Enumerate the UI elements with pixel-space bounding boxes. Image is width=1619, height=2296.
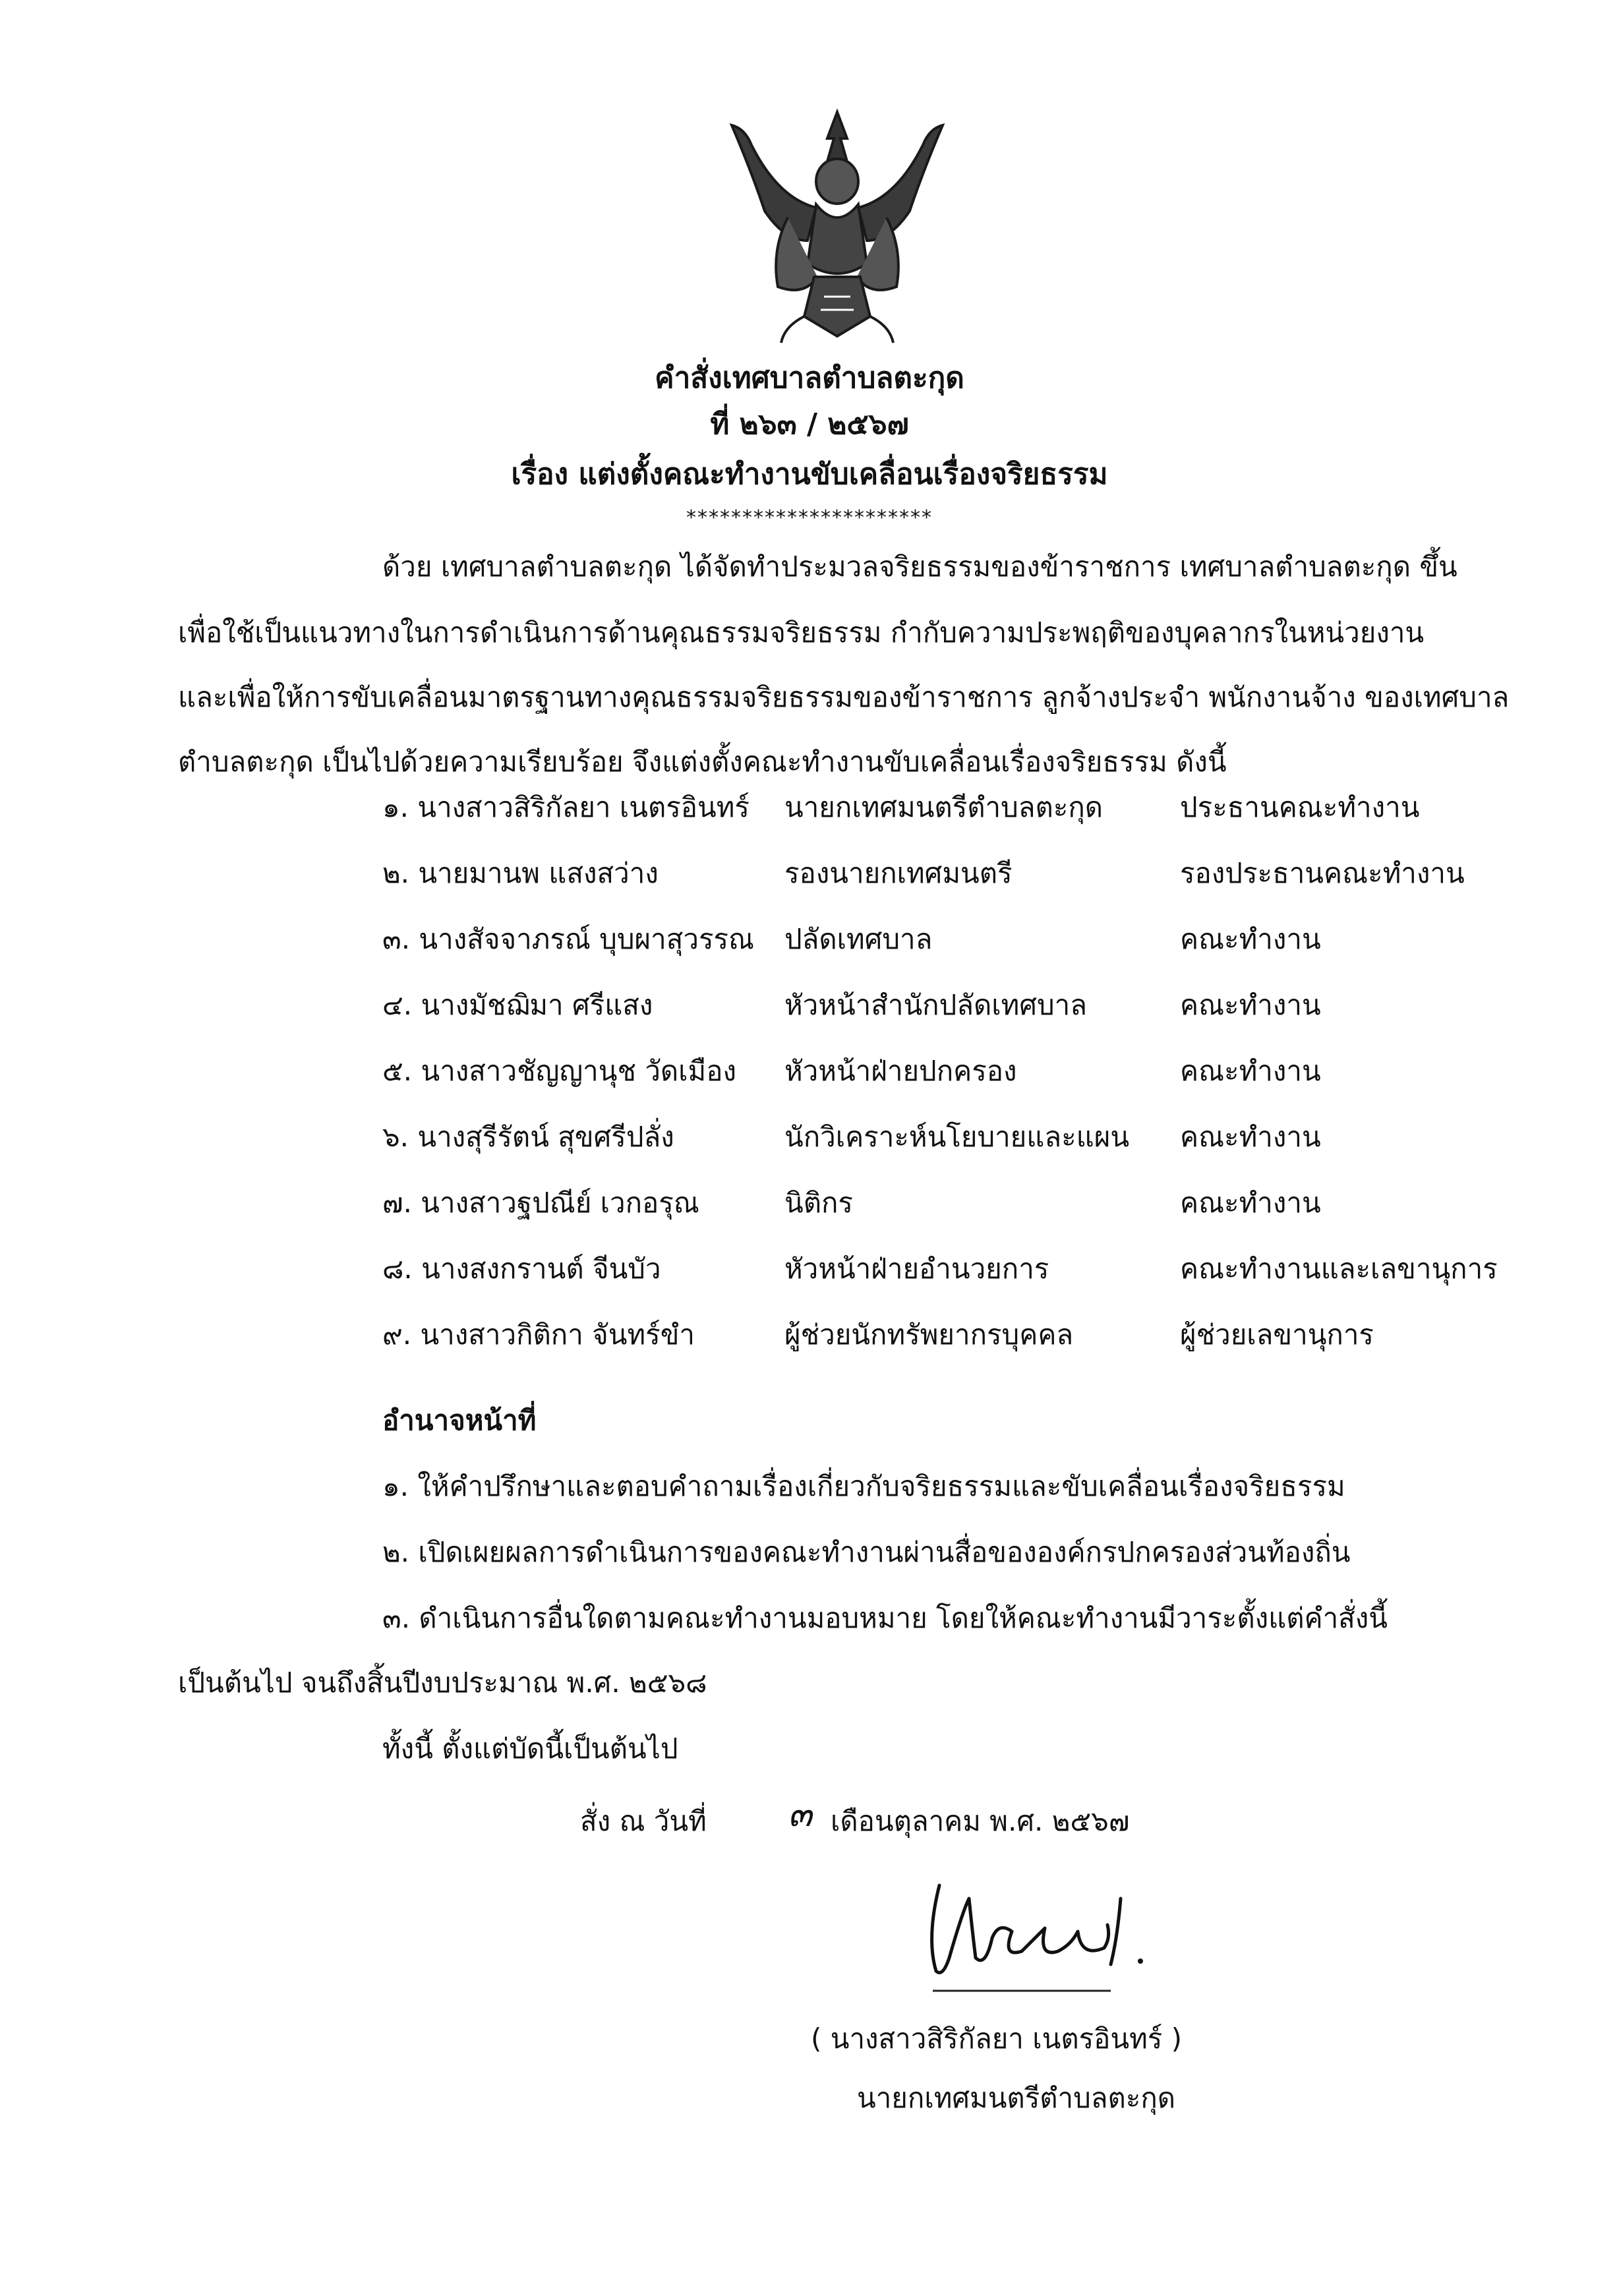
duty-item-3-continued: เป็นต้นไป จนถึงสิ้นปีงบประมาณ พ.ศ. ๒๕๖๘: [178, 1666, 707, 1699]
effective-statement: ทั้งนี้ ตั้งแต่บัดนี้เป็นต้นไป: [382, 1732, 678, 1765]
date-prefix: สั่ง ณ วันที่: [580, 1805, 707, 1837]
date-day-handwritten: ๓: [788, 1793, 812, 1835]
garuda-emblem-icon: [725, 99, 949, 349]
member-row: [0, 1252, 1619, 1292]
member-role: ผู้ช่วยเลขานุการ: [1180, 1318, 1374, 1351]
order-subject: เรื่อง แต่งตั้งคณะทำงานขับเคลื่อนเรื่องจริยธรรม: [511, 457, 1108, 491]
member-position: รองนายกเทศมนตรี: [784, 857, 1013, 889]
member-position: นิติกร: [784, 1187, 853, 1219]
member-name: ๑. นางสาวสิริกัลยา เนตรอินทร์: [382, 791, 750, 823]
member-name: ๔. นางมัชฌิมา ศรีแสง: [382, 989, 653, 1021]
signatory-name: ( นางสาวสิริกัลยา เนตรอินทร์ ): [811, 2022, 1183, 2055]
member-name: ๘. นางสงกรานต์ จีนบัว: [382, 1252, 661, 1285]
member-role: รองประธานคณะทำงาน: [1180, 857, 1465, 889]
member-row: [0, 1318, 1619, 1358]
order-number: ที่ ๒๖๓ / ๒๕๖๗: [710, 407, 909, 441]
date-month-year: เดือนตุลาคม พ.ศ. ๒๕๖๗: [831, 1805, 1130, 1837]
member-position: ปลัดเทศบาล: [784, 923, 933, 955]
body-line-3: และเพื่อให้การขับเคลื่อนมาตรฐานทางคุณธรรมจริยธรรมของข้าราชการ ลูกจ้างประจำ พนักงานจ้าง ของเทศบาล: [178, 681, 1510, 713]
duty-item-3: ๓. ดำเนินการอื่นใดตามคณะทำงานมอบหมาย โดยให้คณะทำงานมีวาระตั้งแต่คำสั่งนี้: [382, 1602, 1388, 1634]
member-name: ๙. นางสาวกิติกา จันทร์ขำ: [382, 1318, 695, 1351]
member-position: หัวหน้าฝ่ายปกครอง: [784, 1055, 1017, 1087]
member-row: [0, 989, 1619, 1028]
duty-item-1: ๑. ให้คำปรึกษาและตอบคำถามเรื่องเกี่ยวกับจริยธรรมและขับเคลื่อนเรื่องจริยธรรม: [382, 1470, 1345, 1502]
member-name: ๒. นายมานพ แสงสว่าง: [382, 857, 659, 889]
header-separator: **********************: [686, 506, 933, 529]
handwritten-signature: [913, 1859, 1203, 1997]
member-row: [0, 1121, 1619, 1160]
member-row: [0, 923, 1619, 962]
body-line-2: เพื่อใช้เป็นแนวทางในการดำเนินการด้านคุณธรรมจริยธรรม กำกับความประพฤติของบุคลากรในหน่วยงาน: [178, 616, 1425, 649]
member-name: ๕. นางสาวชัญญานุช วัดเมือง: [382, 1055, 736, 1087]
body-line-4: ตำบลตะกุด เป็นไปด้วยความเรียบร้อย จึงแต่งตั้งคณะทำงานขับเคลื่อนเรื่องจริยธรรม ดังนี้: [178, 746, 1227, 778]
member-role: คณะทำงาน: [1180, 989, 1321, 1021]
member-position: นายกเทศมนตรีตำบลตะกุด: [784, 791, 1104, 823]
member-row: [0, 1055, 1619, 1094]
member-name: ๖. นางสุรีรัตน์ สุขศรีปลั่ง: [382, 1121, 674, 1153]
signatory-title: นายกเทศมนตรีตำบลตะกุด: [857, 2082, 1176, 2114]
member-row: [0, 857, 1619, 897]
member-position: นักวิเคราะห์นโยบายและแผน: [784, 1121, 1130, 1153]
member-position: ผู้ช่วยนักทรัพยากรบุคคล: [784, 1318, 1074, 1351]
member-role: คณะทำงาน: [1180, 923, 1321, 955]
member-name: ๓. นางสัจจาภรณ์ บุบผาสุวรรณ: [382, 923, 755, 955]
member-role: ประธานคณะทำงาน: [1180, 791, 1420, 823]
member-role: คณะทำงาน: [1180, 1121, 1321, 1153]
member-row: [0, 791, 1619, 831]
member-row: [0, 1187, 1619, 1226]
member-role: คณะทำงานและเลขานุการ: [1180, 1252, 1498, 1285]
duties-heading: อำนาจหน้าที่: [382, 1404, 537, 1436]
member-position: หัวหน้าสำนักปลัดเทศบาล: [784, 989, 1087, 1021]
document-title: คำสั่งเทศบาลตำบลตะกุด: [655, 361, 964, 395]
member-name: ๗. นางสาวฐปณีย์ เวกอรุณ: [382, 1187, 699, 1219]
body-line-1: ด้วย เทศบาลตำบลตะกุด ได้จัดทำประมวลจริยธรรมของข้าราชการ เทศบาลตำบลตะกุด ขึ้น: [382, 550, 1457, 583]
member-role: คณะทำงาน: [1180, 1055, 1321, 1087]
member-position: หัวหน้าฝ่ายอำนวยการ: [784, 1252, 1049, 1285]
duty-item-2: ๒. เปิดเผยผลการดำเนินการของคณะทำงานผ่านสื่อขององค์กรปกครองส่วนท้องถิ่น: [382, 1536, 1351, 1568]
member-role: คณะทำงาน: [1180, 1187, 1321, 1219]
